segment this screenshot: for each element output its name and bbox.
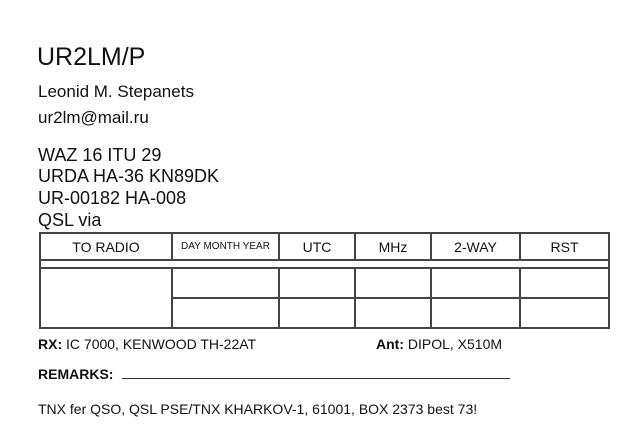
- rx-label: RX:: [38, 336, 63, 352]
- footer-text: TNX fer QSO, QSL PSE/TNX KHARKOV-1, 61001, BOX 2373 best 73!: [38, 401, 478, 417]
- to-radio-cell: [40, 268, 172, 328]
- 2way-cell: [431, 298, 520, 328]
- header-utc: UTC: [279, 233, 355, 260]
- ant-label: Ant:: [376, 336, 404, 352]
- ant-value: DIPOL, X510M: [407, 336, 503, 352]
- log-separator-cell: [40, 260, 609, 268]
- info-line-qsl-via: QSL via: [38, 210, 102, 230]
- log-header-row: [40, 233, 609, 260]
- date-cell: [172, 298, 279, 328]
- log-separator-row: [40, 260, 609, 268]
- header-rst: RST: [520, 233, 609, 260]
- log-row: [40, 268, 609, 298]
- rx-equipment: [38, 336, 256, 352]
- callsign: UR2LM/P: [37, 43, 146, 71]
- header-date: DAY MONTH YEAR: [172, 233, 279, 260]
- mhz-cell: [355, 298, 431, 328]
- info-line-waz-itu: WAZ 16 ITU 29: [38, 145, 162, 165]
- info-line-ur-award: UR-00182 HA-008: [38, 188, 187, 208]
- utc-cell: [279, 268, 355, 298]
- qso-log-table: [39, 232, 610, 329]
- email-address: ur2lm@mail.ru: [38, 108, 149, 127]
- info-line-urda: URDA HA-36 KN89DK: [38, 166, 220, 186]
- antenna-info: [376, 336, 502, 352]
- date-cell: [172, 268, 279, 298]
- 2way-cell: [431, 268, 520, 298]
- rst-cell: [520, 268, 609, 298]
- utc-cell: [279, 298, 355, 328]
- mhz-cell: [355, 268, 431, 298]
- header-2way: 2-WAY: [431, 233, 520, 260]
- header-mhz: MHz: [355, 233, 431, 260]
- header-to-radio: TO RADIO: [40, 233, 172, 260]
- operator-name: Leonid M. Stepanets: [38, 82, 194, 101]
- remarks-line: [122, 378, 510, 379]
- rx-value: IC 7000, KENWOOD TH-22AT: [66, 336, 257, 352]
- rst-cell: [520, 298, 609, 328]
- remarks-label: REMARKS:: [38, 366, 114, 382]
